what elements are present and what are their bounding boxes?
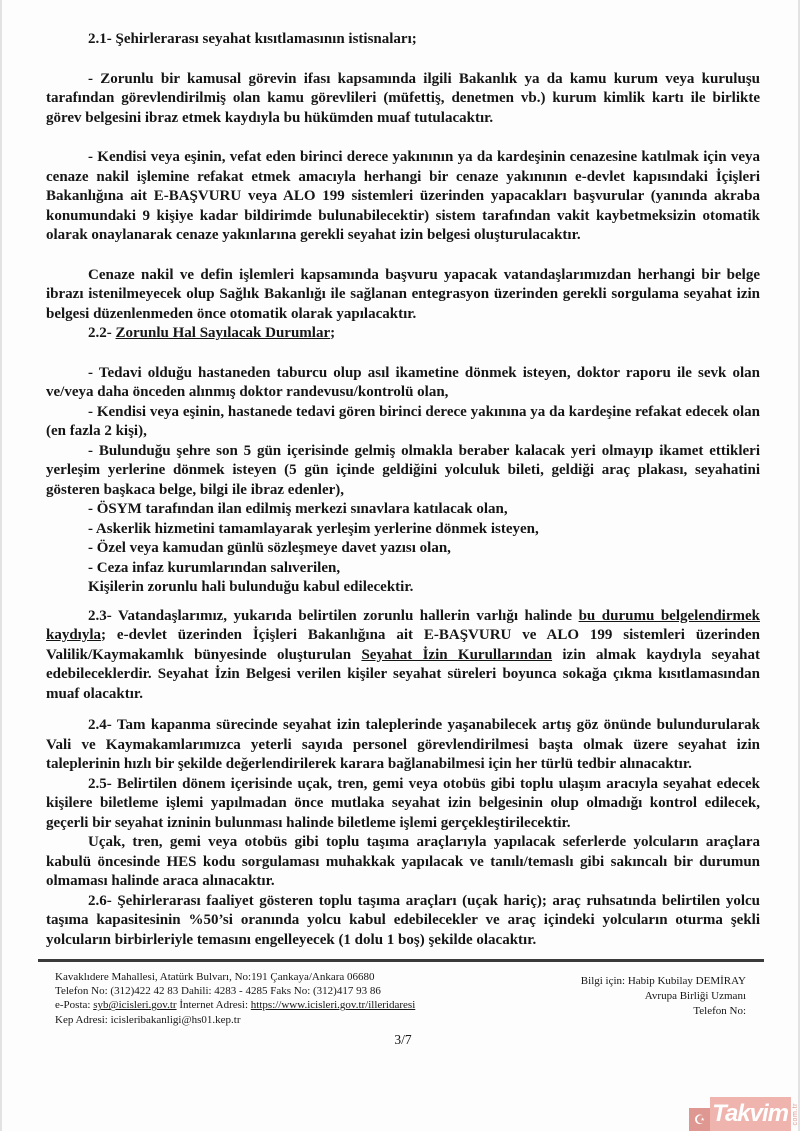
paragraph-2-1-public-duty: - Zorunlu bir kamusal görevin ifası kapsamında ilgili Bakanlık ya da kamu kurum veya kuruluşu tarafından görevlendirilmiş olan kamu görevlileri (müfettiş, denetmen vb.) kurum kimlik kartı ile birlikte görev belgesini ibraz etmek kaydıyla bu hükümden muaf tutulacaktır. [46, 70, 760, 126]
footer-divider [38, 959, 764, 962]
paragraph-2-6: 2.6- Şehirlerarası faaliyet gösteren toplu taşıma araçları (uçak hariç); araç ruhsatında belirtilen yolcu taşıma kapasitesinin %50’si oranında yolcu kabul edebilecekler ve araç içindeki yolcuların oturma şekli yolcuların birbirleriyle temasını engelleyecek (1 dolu 1 boş) şekilde olacaktır. [46, 892, 760, 948]
takvim-watermark-brand: Takvim [710, 1097, 791, 1131]
heading-2-1: 2.1- Şehirlerarası seyahat kısıtlamasının istisnaları; [88, 31, 417, 47]
paragraph-2-5: 2.5- Belirtilen dönem içerisinde uçak, tren, gemi veya otobüs gibi toplu ulaşım aracıyla seyahat edecek kişilere biletleme işlemi yapılmadan önce mutlaka seyahat izin belgesinin olup olmadığı kontrol edilecek, geçerli bir seyahat izninin bulunması halinde biletleme işlemi gerçekleştirilecektir. [46, 775, 760, 831]
paragraph-2-1-funeral: - Kendisi veya eşinin, vefat eden birinci derece yakınının ya da kardeşinin cenazesine katılmak için veya cenaze nakil işlemine refakat etmek amacıyla herhangi bir cenaze yakınının e-devlet kapısındaki İçişleri Bakanlığına ait E-BAŞVURU veya ALO 199 sistemleri üzerinden yapacakları başvurular (yanında akraba konumundaki 9 kişiye kadar bildirimde bulunabilecektir) sistem tarafından vakit kaybetmeksizin otomatik olarak onaylanarak cenaze yakınlarına gerekli seyahat izin belgesi oluşturulacaktır. [46, 149, 760, 243]
list-item: - Askerlik hizmetini tamamlayarak yerleşim yerlerine dönmek isteyen, [88, 520, 539, 537]
list-closing-line: Kişilerin zorunlu hali bulunduğu kabul edilecektir. [88, 579, 414, 595]
footer-internet-label: İnternet Adresi: [176, 999, 251, 1012]
heading-2-2-number: 2.2- [88, 325, 116, 341]
heading-2-2-title: Zorunlu Hal Sayılacak Durumlar [115, 325, 331, 341]
paragraph-2-5-hes-code: Uçak, tren, gemi veya otobüs gibi toplu taşıma araçlarıyla yapılacak seferlerde yolcuların araçlara kabulü öncesinde HES kodu sorgulaması muhakkak yapılacak ve tanılı/temaslı gibi sakıncalı bir durumun olmaması halinde araca alınacaktır. [46, 834, 760, 889]
star-and-crescent-icon: ☪ [689, 1108, 710, 1131]
footer-info-block [581, 970, 746, 1027]
footer-contact-person: Bilgi için: Habip Kubilay DEMİRAY [580, 975, 746, 987]
footer-contact-phone: Telefon No: [693, 1005, 746, 1017]
footer-address: Kavaklıdere Mahallesi, Atatürk Bulvarı, No:191 Çankaya/Ankara 06680 [55, 971, 375, 983]
footer-email-label: e-Posta: [55, 999, 94, 1012]
footer-email-link[interactable]: syb@icisleri.gov.tr [93, 999, 177, 1012]
list-item: - ÖSYM tarafından ilan edilmiş merkezi sınavlara katılacak olan, [88, 501, 508, 517]
footer-website-link[interactable]: https://www.icisleri.gov.tr/illeridaresi [250, 999, 416, 1012]
paragraph-2-3-run: izin almak kaydıyla seyahat edebileceklerdir. Seyahat İzin Belgesi verilen kişiler seyahat süreleri boyunca sokağa çıkma kısıtlamasından muaf olacaktır. [46, 646, 760, 702]
list-item: - Özel veya kamudan günlü sözleşmeye davet yazısı olan, [88, 540, 451, 556]
paragraph-2-4: 2.4- Tam kapanma sürecinde seyahat izin taleplerinde yaşanabilecek artış göz önünde bulundurularak Vali ve Kaymakamlarımızca yeterli sayıda personel görevlendirilmesi başta olmak üzere seyahat izin taleplerinin hızlı bir şekilde değerlendirilerek karara bağlanabilmesi için her türlü tedbir alınacaktır. [46, 717, 760, 772]
takvim-watermark-domain: com.tr [792, 1102, 799, 1126]
page-number: 3/7 [394, 1031, 412, 1047]
paragraph-2-1-funeral-transfer: Cenaze nakil ve defin işlemleri kapsamında başvuru yapacak vatandaşlarımızdan herhangi bir belge ibrazı istenilmeyecek olup Sağlık Bakanlığı ile sağlanan entegrasyon üzerinden gerekli sorgulama seyahat izin belgesi düzenlenmeden önce otomatik olarak yapılacaktır. [46, 266, 760, 322]
document-body [2, 0, 798, 1049]
paragraph-2-3-underline-documentation: bu durumu belgelendirmek kaydıyla [46, 607, 760, 643]
footer-kep-address: Kep Adresi: icisleribakanligi@hs01.kep.tr [55, 1013, 241, 1026]
footer-contact-title: Avrupa Birliği Uzmanı [644, 990, 746, 1002]
takvim-watermark [689, 1097, 800, 1131]
footer-contact-block [55, 970, 415, 1027]
list-item: - Tedavi olduğu hastaneden taburcu olup asıl ikametine dönmek isteyen, doktor raporu ile sevk olan ve/veya daha önceden alınmış doktor randevusu/kontrolü olan, [46, 364, 760, 400]
paragraph-2-3-run: 2.3- Vatandaşlarımız, yukarıda belirtilen zorunlu hallerin varlığı halinde [88, 607, 579, 624]
paragraph-2-3-underline-travel-boards: Seyahat İzin Kurullarından [361, 646, 553, 663]
heading-2-2 [46, 324, 760, 344]
footer-email-line [55, 998, 415, 1012]
list-item: - Bulunduğu şehre son 5 gün içerisinde gelmiş olmakla beraber kalacak yeri olmayıp ikamet ettikleri yerleşim yerlerine dönmek isteyen (5 gün içinde geldiğini yolculuk bileti, geldiği araç plakası, seyahatini gösteren başkaca belge, bilgi ile ibraz edenler), [46, 442, 760, 498]
list-item: - Kendisi veya eşinin, hastanede tedavi gören birinci derece yakınına ya da kardeşine refakat edecek olan (en fazla 2 kişi), [46, 403, 760, 439]
heading-2-2-punct: ; [330, 325, 336, 341]
paragraph-2-3 [46, 607, 760, 705]
footer-phone-fax: Telefon No: (312)422 42 83 Dahili: 4283 - 4285 Faks No: (312)417 93 86 [55, 985, 381, 998]
page-footer [46, 970, 760, 1027]
list-item: - Ceza infaz kurumlarından salıverilen, [88, 559, 341, 576]
paragraph-2-3-run: ; e-devlet üzerinden İçişleri Bakanlığına ait E-BAŞVURU ve ALO 199 sistemleri üzerinden Valilik/Kaymakamlık bünyesinde oluşturulan [46, 627, 760, 663]
